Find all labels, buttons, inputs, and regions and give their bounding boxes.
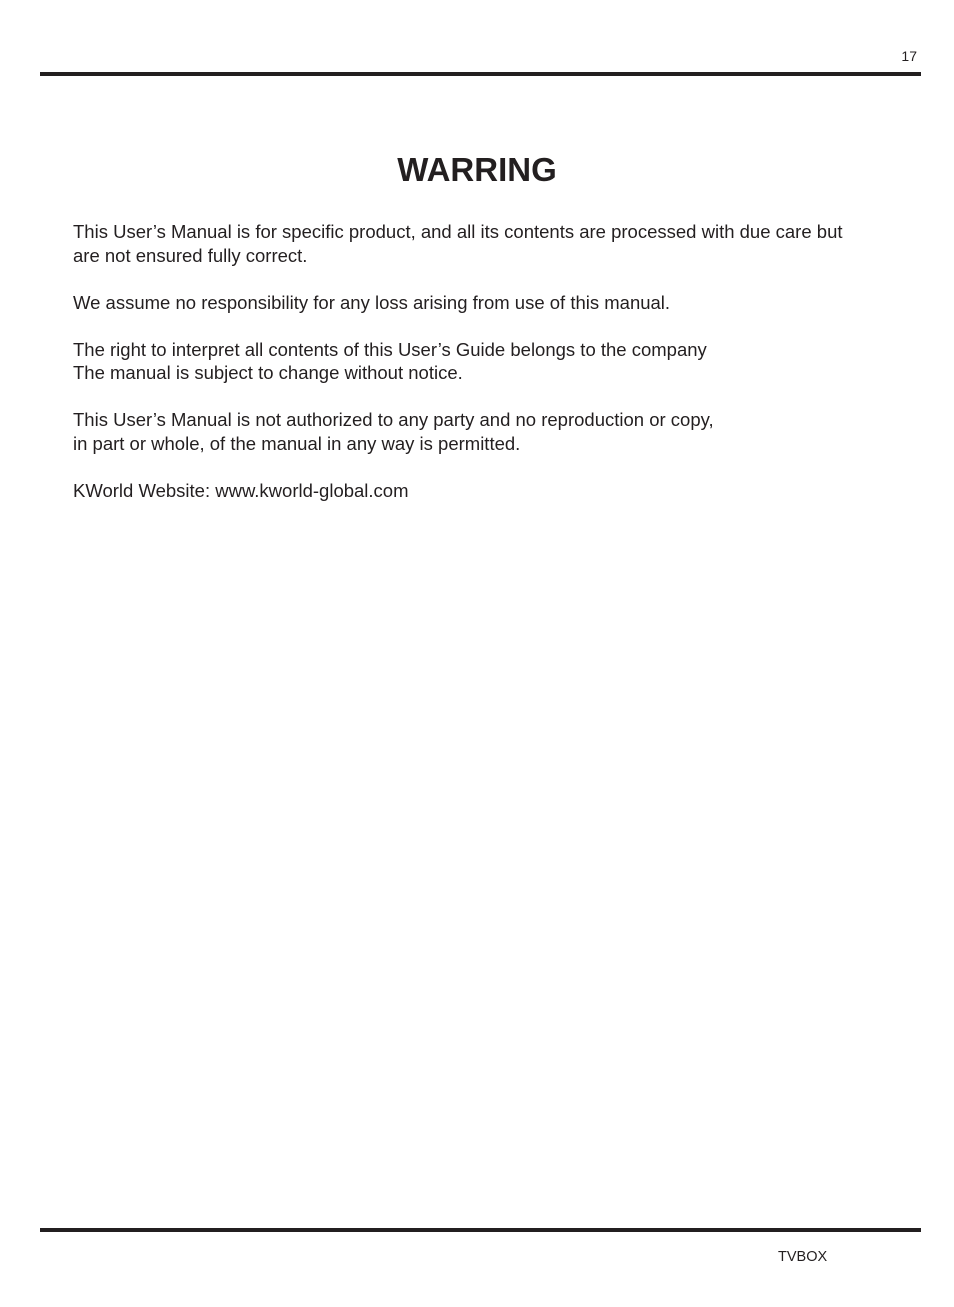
paragraph-line: in part or whole, of the manual in any way is permitted. bbox=[73, 432, 521, 454]
paragraph-reproduction bbox=[73, 408, 903, 455]
paragraph-line: are not ensured fully correct. bbox=[73, 244, 308, 266]
footer-product-label: TVBOX bbox=[778, 1249, 828, 1265]
paragraph-interpretation bbox=[73, 338, 903, 385]
paragraph-accuracy bbox=[73, 220, 903, 267]
warning-body bbox=[73, 220, 903, 526]
paragraph-line: The right to interpret all contents of this User’s Guide belongs to the company bbox=[73, 338, 707, 360]
paragraph-line: This User’s Manual is not authorized to any party and no reproduction or copy, bbox=[73, 409, 714, 430]
paragraph-responsibility bbox=[73, 291, 903, 315]
paragraph-line: The manual is subject to change without notice. bbox=[73, 362, 463, 383]
page-title: WARRING bbox=[397, 151, 557, 188]
footer-rule bbox=[40, 1228, 921, 1232]
header-rule bbox=[40, 72, 921, 76]
website-line: KWorld Website: www.kworld-global.com bbox=[73, 479, 409, 501]
page-number: 17 bbox=[901, 48, 917, 64]
paragraph-website bbox=[73, 479, 903, 503]
paragraph-line: This User’s Manual is for specific product, and all its contents are processed with due care but bbox=[73, 221, 843, 242]
paragraph-line: We assume no responsibility for any loss arising from use of this manual. bbox=[73, 291, 671, 313]
